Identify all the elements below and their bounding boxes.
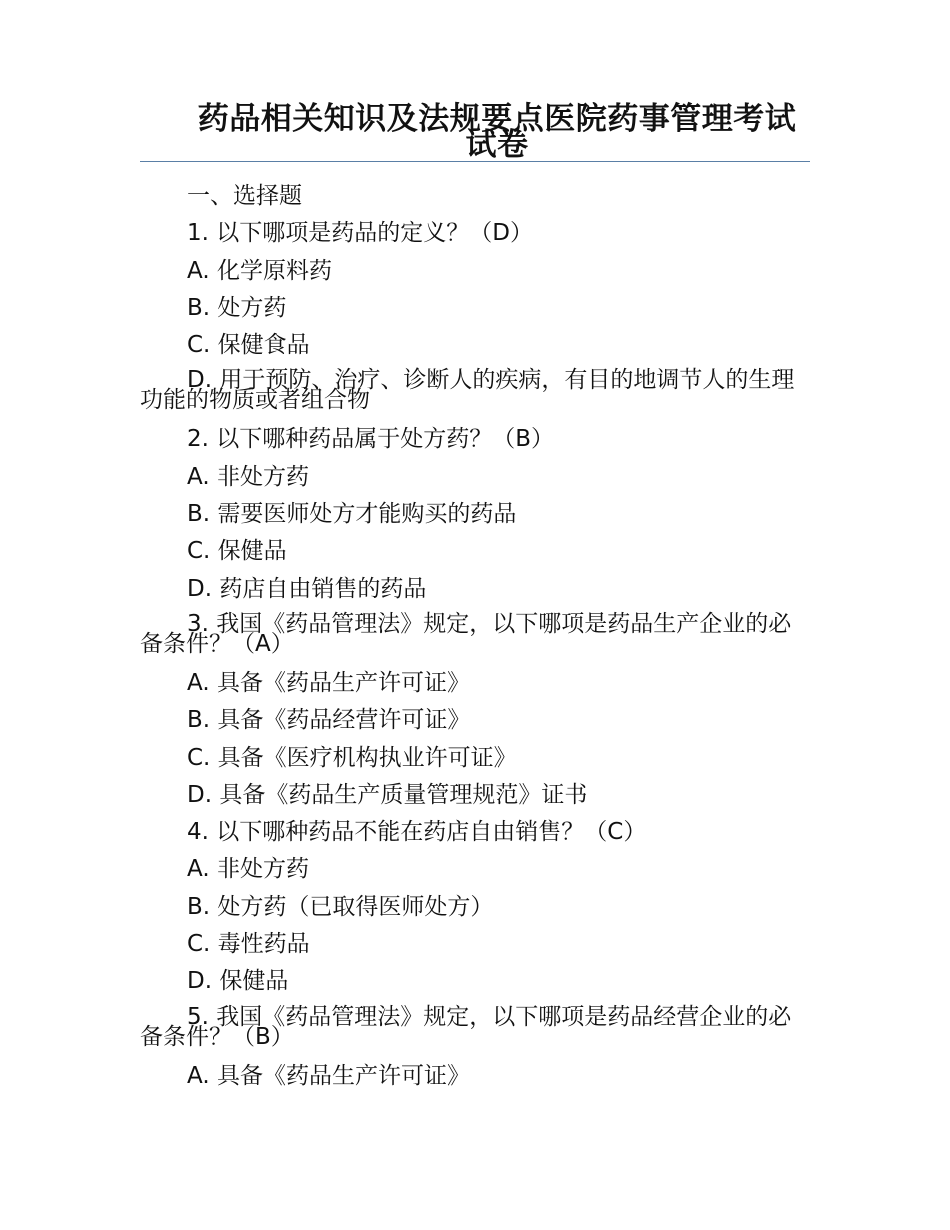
text-line: B. 需要医师处方才能购买的药品: [187, 501, 517, 528]
text-line: A. 具备《药品生产许可证》: [187, 669, 470, 696]
text-line: D. 药店自由销售的药品: [187, 575, 427, 602]
title-underline: [140, 161, 810, 162]
text-line: B. 处方药: [187, 294, 287, 321]
wrapped-paragraph: 3. 我国《药品管理法》规定，以下哪项是药品生产企业的必备条件？（A）: [140, 610, 792, 657]
text-line: A. 具备《药品生产许可证》: [187, 1062, 470, 1089]
text-line: 2. 以下哪种药品属于处方药？（B）: [187, 426, 555, 453]
text-line: A. 非处方药: [187, 856, 309, 883]
text-line: D. 保健品: [187, 968, 289, 995]
text-line: 1. 以下哪项是药品的定义？（D）: [187, 220, 533, 247]
wrapped-paragraph: D. 用于预防、治疗、诊断人的疾病，有目的地调节人的生理功能的物质或者组合物: [140, 367, 795, 414]
text-line: 4. 以下哪种药品不能在药店自由销售？（C）: [187, 819, 647, 846]
document-body: [140, 178, 810, 1095]
text-line: C. 具备《医疗机构执业许可证》: [187, 744, 517, 771]
text-line: A. 非处方药: [187, 463, 309, 490]
text-line: 一、选择题: [187, 183, 302, 209]
text-line: C. 毒性药品: [187, 931, 310, 958]
text-line: C. 保健食品: [187, 332, 310, 359]
wrapped-paragraph: 5. 我国《药品管理法》规定，以下哪项是药品经营企业的必备条件？（B）: [140, 1003, 792, 1050]
document-title: 药品相关知识及法规要点医院药事管理考试试卷: [197, 101, 797, 163]
text-line: A. 化学原料药: [187, 257, 332, 284]
text-line: B. 具备《药品经营许可证》: [187, 707, 471, 734]
text-line: C. 保健品: [187, 538, 287, 565]
text-line: B. 处方药（已取得医师处方）: [187, 893, 494, 920]
text-line: D. 具备《药品生产质量管理规范》证书: [187, 781, 588, 808]
